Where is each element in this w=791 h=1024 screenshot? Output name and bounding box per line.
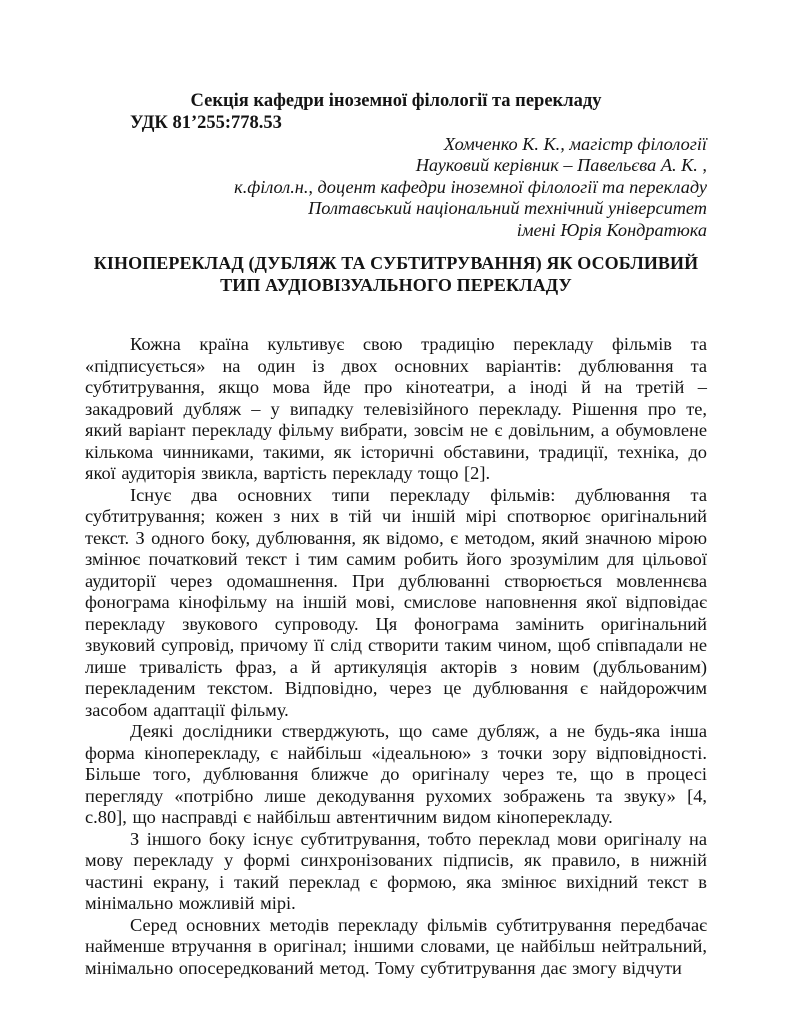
supervisor-line: Науковий керівник – Павельєва А. К. ,	[415, 155, 707, 176]
article-body	[85, 334, 707, 979]
paragraph-1: Кожна країна культивує свою традицію перекладу фільмів та «підписується» на один із двох основних варіантів: дублювання та субтитрування, якщо мова йде про кінотеатри, а іноді й на третій – закадровий дубляж – у випадку телевізійного перекладу. Рішення про те, який варіант перекладу фільму вибрати, зовсім не є довільним, а обумовлене кількома чинниками, такими, як історичні обставини, традиції, техніка, до якої аудиторія звикла, вартість перекладу тощо [2].	[85, 334, 707, 484]
paragraph-4: З іншого боку існує субтитрування, тобто переклад мови оригіналу на мову перекладу у формі синхронізованих підписів, як правило, в нижній частині екрану, і такий переклад є формою, яка змінює вихідний текст в мінімально можливій мірі.	[85, 828, 707, 914]
paragraph-2: Існує два основних типи перекладу фільмів: дублювання та субтитрування; кожен з них в тій чи іншій мірі спотворює оригінальний текст. З одного боку, дублювання, як відомо, є методом, який значною мірою змінює початковий текст і тим самим робить його зрозумілим для цільової аудиторії через одомашнення. При дублюванні створюється мовленнєва фонограма кінофільму на іншій мові, смислове наповнення якої відповідає перекладу звукового супроводу. Ця фонограма замінить оригінальний звуковий супровід, причому її слід створити таким чином, щоб співпадали не лише тривалість фраз, а й артикуляція акторів з новим (дубльованим) перекладеним текстом. Відповідно, через це дублювання є найдорожчим засобом адаптації фільму.	[85, 484, 707, 720]
paragraph-5: Серед основних методів перекладу фільмів субтитрування передбачає найменше втручання в оригінал; іншими словами, це найбільш нейтральний, мінімально опосередкований метод. Тому субтитрування дає змогу відчути	[85, 914, 707, 978]
section-heading: Секція кафедри іноземної філології та перекладу	[190, 91, 602, 111]
author-block	[85, 134, 707, 241]
university-name-line: імені Юрія Кондратюка	[516, 219, 707, 240]
university-line: Полтавський національний технічний університет	[308, 198, 707, 219]
author-name-line: Хомченко К. К., магістр філології	[443, 134, 707, 154]
udc-code: УДК 81’255:778.53	[130, 113, 282, 133]
paragraph-3: Деякі дослідники стверджують, що саме дубляж, а не будь-яка інша форма кіноперекладу, є найбільш «ідеальною» з точки зору відповідності. Більше того, дублювання ближче до оригіналу через те, що в процесі перегляду «потрібно лише декодування рухомих зображень та звуку» [4, с.80], що насправді є найбільш автентичним видом кіноперекладу.	[85, 721, 707, 828]
supervisor-degree-line: к.філол.н., доцент кафедри іноземної філології та перекладу	[234, 176, 707, 197]
article-title: КІНОПЕРЕКЛАД (ДУБЛЯЖ ТА СУБТИТРУВАННЯ) ЯК ОСОБЛИВИЙ ТИП АУДІОВІЗУАЛЬНОГО ПЕРЕКЛАДУ	[93, 253, 699, 296]
